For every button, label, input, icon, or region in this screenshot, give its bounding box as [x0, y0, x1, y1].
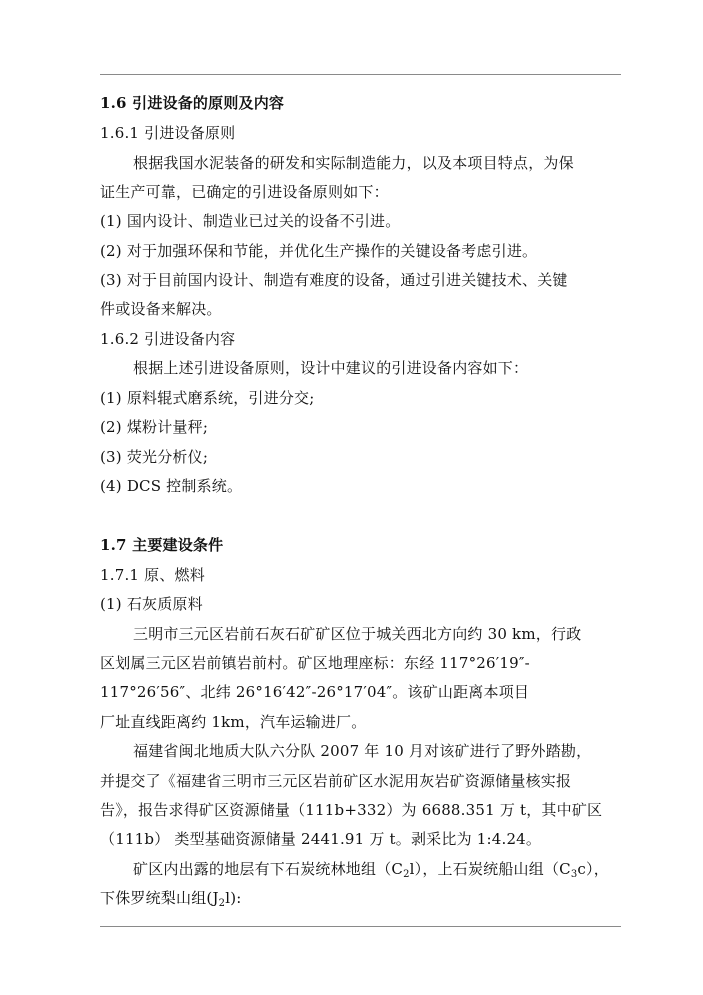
subscript: 2 — [403, 869, 410, 880]
paragraph-line: 根据我国水泥装备的研发和实际制造能力，以及本项目特点，为保 — [133, 154, 574, 172]
paragraph-line: （111b） 类型基础资源储量 2441.91 万 t。剥采比为 1:4.24。 — [100, 830, 542, 848]
list-item-continuation: 件或设备来解决。 — [100, 300, 222, 318]
paragraph-line: 厂址直线距离约 1km，汽车运输进厂。 — [100, 713, 367, 731]
section-heading-1-7: 1.7 主要建设条件 — [100, 536, 224, 554]
list-item: (1) 国内设计、制造业已过关的设备不引进。 — [100, 212, 401, 230]
paragraph-line: 并提交了《福建省三明市三元区岩前矿区水泥用灰岩矿资源储量核实报 — [100, 772, 572, 790]
paragraph-line: 福建省闽北地质大队六分队 2007 年 10 月对该矿进行了野外踏勘， — [133, 742, 592, 760]
paragraph-line: 117°26′56″、北纬 26°16′42″-26°17′04″。该矿山距离本项目 — [100, 683, 530, 701]
paragraph-line: 告》，报告求得矿区资源储量（111b+332）为 6688.351 万 t，其中矿区 — [100, 801, 603, 819]
paragraph-line: 三明市三元区岩前石灰石矿矿区位于城关西北方向约 30 km，行政 — [133, 625, 582, 643]
list-item: (1) 原料辊式磨系统，引进分交; — [100, 389, 315, 407]
paragraph-line — [100, 888, 242, 908]
subscript: 3 — [570, 869, 578, 880]
list-item: (3) 对于目前国内设计、制造有难度的设备，通过引进关键技术、关键 — [100, 271, 568, 289]
subsection-title-1-7-1: 1.7.1 原、燃料 — [100, 566, 205, 584]
text-run: c）， — [577, 860, 609, 878]
section-heading-1-6: 1.6 引进设备的原则及内容 — [100, 94, 285, 112]
text-run: 下侏罗统梨山组(J — [100, 889, 219, 907]
paragraph-line: 证生产可靠，已确定的引进设备原则如下： — [100, 183, 389, 201]
subsection-title-1-6-2: 1.6.2 引进设备内容 — [100, 330, 236, 348]
text-run: 矿区内出露的地层有下石炭统林地组（C — [133, 860, 404, 878]
subscript: 2 — [218, 898, 226, 909]
footer-rule — [100, 926, 621, 927]
paragraph-line: 根据上述引进设备原则，设计中建议的引进设备内容如下： — [133, 359, 529, 377]
list-item: (2) 煤粉计量秤; — [100, 418, 209, 436]
text-run: l），上石炭统船山组（C — [409, 860, 571, 878]
list-item: (3) 荧光分析仪; — [100, 448, 209, 466]
text-run: l): — [225, 889, 242, 907]
paragraph-line: 区划属三元区岩前镇岩前村。矿区地理座标：东经 117°26′19″- — [100, 654, 530, 672]
header-rule — [100, 74, 621, 75]
list-item: (2) 对于加强环保和节能，并优化生产操作的关键设备考虑引进。 — [100, 242, 538, 260]
list-item: (1) 石灰质原料 — [100, 595, 203, 613]
paragraph-line — [133, 859, 609, 879]
subsection-title-1-6-1: 1.6.1 引进设备原则 — [100, 124, 236, 142]
list-item: (4) DCS 控制系统。 — [100, 477, 243, 495]
